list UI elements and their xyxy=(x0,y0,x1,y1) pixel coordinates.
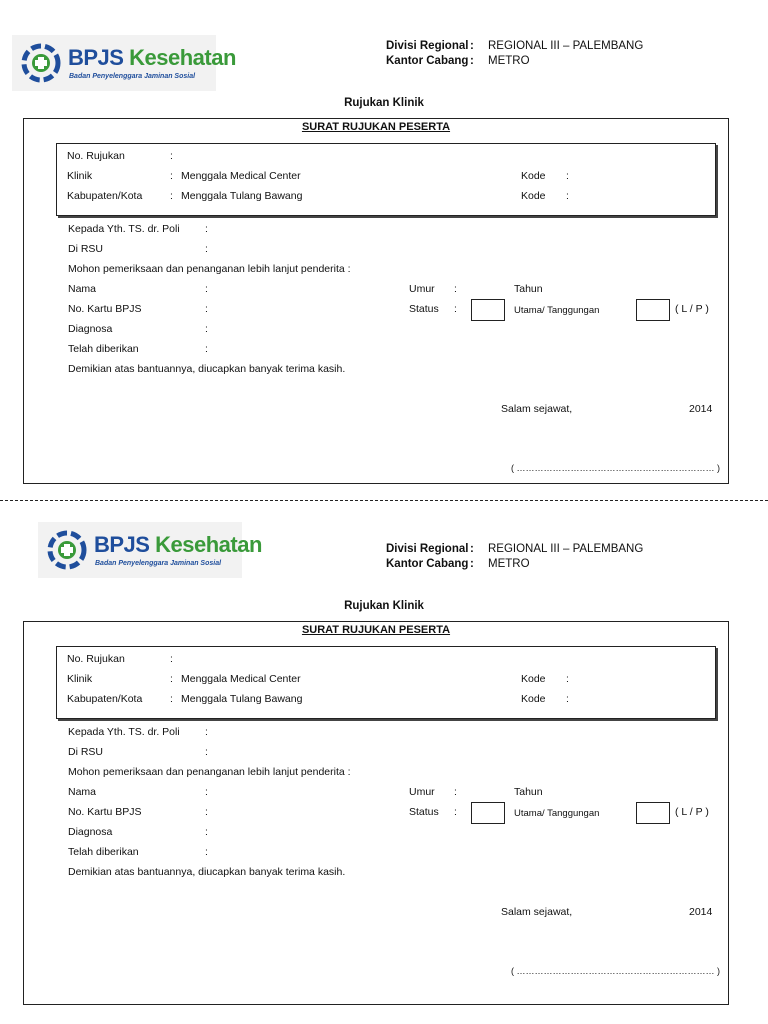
divisi-regional-line: Divisi Regional : REGIONAL III – PALEMBANG xyxy=(386,543,644,555)
di-rsu-label: Di RSU xyxy=(68,243,104,255)
kabupaten-label: Kabupaten/Kota xyxy=(67,190,143,202)
year-text: 2014 xyxy=(689,906,713,918)
klinik-value: Menggala Medical Center xyxy=(181,673,301,685)
kode-label-1: Kode xyxy=(521,170,546,182)
brand-tagline: Badan Penyelenggara Jaminan Sosial xyxy=(69,73,196,80)
kabupaten-colon: : xyxy=(170,693,173,705)
di-rsu-colon: : xyxy=(205,746,208,758)
status-option-text: Utama/ Tanggungan xyxy=(514,305,600,316)
signature-line: ( ………………………………………………………… ) xyxy=(511,966,720,976)
salam-text: Salam sejawat, xyxy=(501,403,573,415)
kartu-bpjs-colon: : xyxy=(205,806,208,818)
status-label: Status xyxy=(409,303,439,315)
demikian-text: Demikian atas bantuannya, diucapkan banyak terima kasih. xyxy=(68,363,346,375)
kartu-bpjs-colon: : xyxy=(205,303,208,315)
nama-label: Nama xyxy=(68,786,97,798)
umur-label: Umur xyxy=(409,786,435,798)
bpjs-emblem-icon xyxy=(20,43,62,83)
mohon-text: Mohon pemeriksaan dan penanganan lebih lanjut penderita : xyxy=(68,766,351,778)
tahun-label: Tahun xyxy=(514,786,543,798)
telah-diberikan-label: Telah diberikan xyxy=(68,343,139,355)
bpjs-logo xyxy=(12,35,236,91)
klinik-label: Klinik xyxy=(67,673,93,685)
tahun-label: Tahun xyxy=(514,283,543,295)
di-rsu-label: Di RSU xyxy=(68,746,104,758)
nama-label: Nama xyxy=(68,283,97,295)
diagnosa-label: Diagnosa xyxy=(68,323,113,335)
telah-diberikan-label: Telah diberikan xyxy=(68,846,139,858)
klinik-value: Menggala Medical Center xyxy=(181,170,301,182)
status-label: Status xyxy=(409,806,439,818)
bpjs-logo xyxy=(38,522,262,578)
clinic-info-box xyxy=(56,143,716,216)
kode-colon-1: : xyxy=(566,673,569,685)
gender-checkbox[interactable] xyxy=(636,802,670,824)
kode-colon-2: : xyxy=(566,190,569,202)
kode-label-1: Kode xyxy=(521,673,546,685)
kabupaten-colon: : xyxy=(170,190,173,202)
referral-copy-1 xyxy=(0,0,768,490)
kantor-cabang-line: Kantor Cabang : METRO xyxy=(386,558,530,570)
status-colon: : xyxy=(454,806,457,818)
kode-label-2: Kode xyxy=(521,190,546,202)
bpjs-emblem-icon xyxy=(46,530,88,570)
kantor-cabang-line: Kantor Cabang : METRO xyxy=(386,55,530,67)
no-rujukan-label: No. Rujukan xyxy=(67,150,125,162)
kode-label-2: Kode xyxy=(521,693,546,705)
diagnosa-colon: : xyxy=(205,826,208,838)
signature-line: ( ………………………………………………………… ) xyxy=(511,463,720,473)
form-subtitle: SURAT RUJUKAN PESERTA xyxy=(301,121,451,133)
kabupaten-value: Menggala Tulang Bawang xyxy=(181,693,303,705)
divisi-regional-line: Divisi Regional : REGIONAL III – PALEMBANG xyxy=(386,40,644,52)
nama-colon: : xyxy=(205,283,208,295)
kepada-label: Kepada Yth. TS. dr. Poli xyxy=(68,726,180,738)
klinik-label: Klinik xyxy=(67,170,93,182)
kartu-bpjs-label: No. Kartu BPJS xyxy=(68,806,142,818)
no-rujukan-colon: : xyxy=(170,150,173,162)
clinic-info-box xyxy=(56,646,716,719)
status-option-text: Utama/ Tanggungan xyxy=(514,808,600,819)
salam-text: Salam sejawat, xyxy=(501,906,573,918)
gender-text: ( L / P ) xyxy=(675,806,709,818)
no-rujukan-label: No. Rujukan xyxy=(67,653,125,665)
form-title: Rujukan Klinik xyxy=(344,97,424,109)
referral-copy-2 xyxy=(0,503,768,993)
telah-diberikan-colon: : xyxy=(205,846,208,858)
kabupaten-value: Menggala Tulang Bawang xyxy=(181,190,303,202)
kepada-colon: : xyxy=(205,223,208,235)
umur-label: Umur xyxy=(409,283,435,295)
status-checkbox[interactable] xyxy=(471,802,505,824)
demikian-text: Demikian atas bantuannya, diucapkan banyak terima kasih. xyxy=(68,866,346,878)
klinik-colon: : xyxy=(170,673,173,685)
kepada-label: Kepada Yth. TS. dr. Poli xyxy=(68,223,180,235)
umur-colon: : xyxy=(454,283,457,295)
kepada-colon: : xyxy=(205,726,208,738)
referral-form-box xyxy=(23,118,729,484)
referral-form-box xyxy=(23,621,729,1005)
diagnosa-colon: : xyxy=(205,323,208,335)
gender-checkbox[interactable] xyxy=(636,299,670,321)
umur-colon: : xyxy=(454,786,457,798)
brand-tagline: Badan Penyelenggara Jaminan Sosial xyxy=(95,560,222,567)
kode-colon-1: : xyxy=(566,170,569,182)
form-title: Rujukan Klinik xyxy=(344,600,424,612)
brand-name: BPJS Kesehatan xyxy=(68,45,236,70)
status-colon: : xyxy=(454,303,457,315)
kode-colon-2: : xyxy=(566,693,569,705)
cut-line-divider xyxy=(0,500,768,501)
form-subtitle: SURAT RUJUKAN PESERTA xyxy=(301,624,451,636)
di-rsu-colon: : xyxy=(205,243,208,255)
telah-diberikan-colon: : xyxy=(205,343,208,355)
nama-colon: : xyxy=(205,786,208,798)
klinik-colon: : xyxy=(170,170,173,182)
diagnosa-label: Diagnosa xyxy=(68,826,113,838)
brand-name: BPJS Kesehatan xyxy=(94,532,262,557)
kartu-bpjs-label: No. Kartu BPJS xyxy=(68,303,142,315)
no-rujukan-colon: : xyxy=(170,653,173,665)
gender-text: ( L / P ) xyxy=(675,303,709,315)
mohon-text: Mohon pemeriksaan dan penanganan lebih lanjut penderita : xyxy=(68,263,351,275)
status-checkbox[interactable] xyxy=(471,299,505,321)
kabupaten-label: Kabupaten/Kota xyxy=(67,693,143,705)
year-text: 2014 xyxy=(689,403,713,415)
